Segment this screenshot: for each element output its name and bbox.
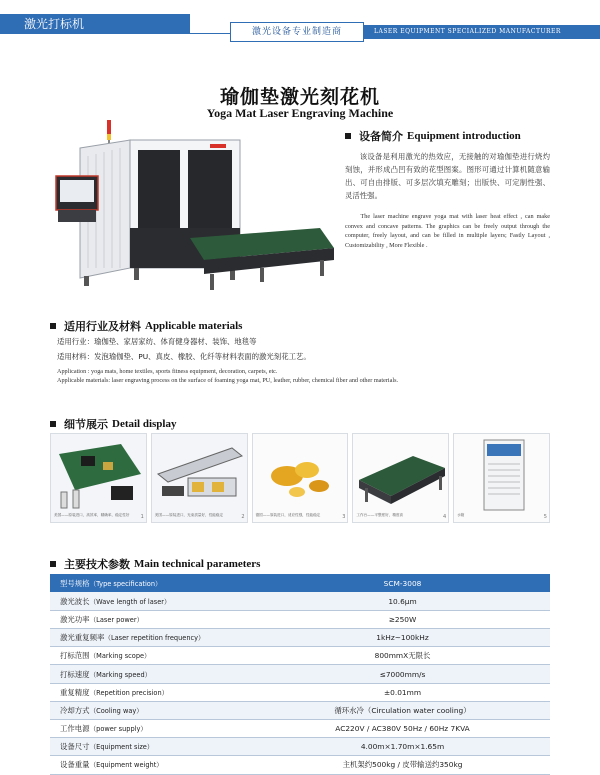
- conveyor-table-icon: [353, 434, 450, 524]
- param-value: AC220V / AC380V 50Hz / 60Hz 7KVA: [255, 720, 550, 738]
- bullet-square-icon: [50, 561, 56, 567]
- water-chiller-icon: [454, 434, 551, 524]
- detail-item: 德国——原装进口，适应性强，性能稳定 3: [252, 433, 349, 523]
- bullet-square-icon: [50, 323, 56, 329]
- param-key: 激光波长（Wave length of laser）: [50, 592, 255, 610]
- param-key: 激光重复频率（Laser repetition frequency）: [50, 629, 255, 647]
- detail-item: 美国——原装进口，高效率，精确率，稳定性好 1: [50, 433, 147, 523]
- page-title: 瑜伽垫激光刻花机: [219, 86, 380, 108]
- category-tab: 激光打标机: [0, 14, 190, 34]
- laser-tube-icon: [152, 434, 249, 524]
- table-row: [50, 738, 550, 756]
- detail-item: 工作台——平整度好，精度高 4: [352, 433, 449, 523]
- param-key: 工作电源（power supply）: [50, 720, 255, 738]
- materials-line-cn: 适用材料：发泡瑜伽垫、PU、真皮、橡胶、化纤等材料表面的激光刻花工艺。: [57, 352, 311, 361]
- table-row: [50, 610, 550, 628]
- param-key: 激光功率（Laser power）: [50, 610, 255, 628]
- param-value: 4.00m×1.70m×1.65m: [255, 738, 550, 756]
- lens-icon: [253, 434, 350, 524]
- table-row: [50, 647, 550, 665]
- materials-line-en: Applicable materials: laser engraving process on the surface of foaming yoga mat, PU, leather, rubber, chemical fiber and other materials.: [57, 377, 399, 384]
- intro-heading: 设备简介 Equipment introduction: [345, 128, 521, 144]
- table-row: [50, 756, 550, 774]
- circuit-board-icon: [51, 434, 148, 524]
- intro-text-en: The laser machine engrave yoga mat with laser heat effect , can make convex and concave patterns. The graphics can be freely output through the computer, freely layout, and can be filled in multiple layers; Fastly Layout , Customizability , More Flexible .: [345, 213, 550, 249]
- bullet-square-icon: [50, 421, 56, 427]
- application-line-en: Application : yoga mats, home textiles, sports fitness equipment, decoration, carpets, etc.: [57, 368, 278, 375]
- params-table: [50, 574, 550, 775]
- param-value: SCM-3008: [255, 574, 550, 592]
- params-heading: 主要技术参数 Main technical parameters: [50, 556, 260, 572]
- header-bar: [0, 0, 600, 44]
- header-rule: [190, 33, 230, 34]
- param-key: 型号规格（Type specification）: [50, 574, 255, 592]
- slogan-tab: 激光设备专业制造商: [230, 22, 364, 42]
- detail-gallery: [50, 433, 550, 523]
- param-key: 打标速度（Marking speed）: [50, 665, 255, 683]
- table-row: [50, 683, 550, 701]
- param-key: 重复精度（Repetition precision）: [50, 683, 255, 701]
- param-value: ≤7000mm/s: [255, 665, 550, 683]
- param-value: 1kHz~100kHz: [255, 629, 550, 647]
- table-row: [50, 629, 550, 647]
- param-key: 设备尺寸（Equipment size）: [50, 738, 255, 756]
- page-subtitle: Yoga Mat Laser Engraving Machine: [206, 106, 394, 120]
- applicable-heading: 适用行业及材料 Applicable materials: [50, 318, 242, 334]
- bullet-square-icon: [345, 133, 351, 139]
- detail-item: 美国——原装进口，光束质量好，性能稳定 2: [151, 433, 248, 523]
- param-key: 设备重量（Equipment weight）: [50, 756, 255, 774]
- intro-text-cn: 该设备是利用激光的热效应，无接触的对瑜伽垫进行烧灼刻蚀，并形成凸凹有致的花型图案。图形可通过计算机随意输出、可自由排版、可多层次填充雕刻；出版快、可定制性强、灵活性强。: [345, 152, 550, 200]
- param-value: 800mmX无限长: [255, 647, 550, 665]
- slogan-en-tab: LASER EQUIPMENT SPECIALIZED MANUFACTURER: [364, 25, 600, 39]
- machine-illustration: [50, 118, 340, 308]
- param-value: 10.6μm: [255, 592, 550, 610]
- detail-heading: 细节展示 Detail display: [50, 416, 176, 432]
- param-value: ≥250W: [255, 610, 550, 628]
- param-key: 冷却方式（Cooling way）: [50, 701, 255, 719]
- table-row: [50, 592, 550, 610]
- detail-item: 水箱 5: [453, 433, 550, 523]
- table-row: [50, 701, 550, 719]
- param-value: 循环水冷（Circulation water cooling）: [255, 701, 550, 719]
- param-value: ±0.01mm: [255, 683, 550, 701]
- param-key: 打标范围（Marking scope）: [50, 647, 255, 665]
- table-row: [50, 574, 550, 592]
- table-row: [50, 665, 550, 683]
- application-line-cn: 适用行业：瑜伽垫、家居家纺、体育健身器材、装饰、地毯等: [57, 337, 257, 346]
- param-value: 主机架约500kg / 皮带输送约350kg: [255, 756, 550, 774]
- table-row: [50, 720, 550, 738]
